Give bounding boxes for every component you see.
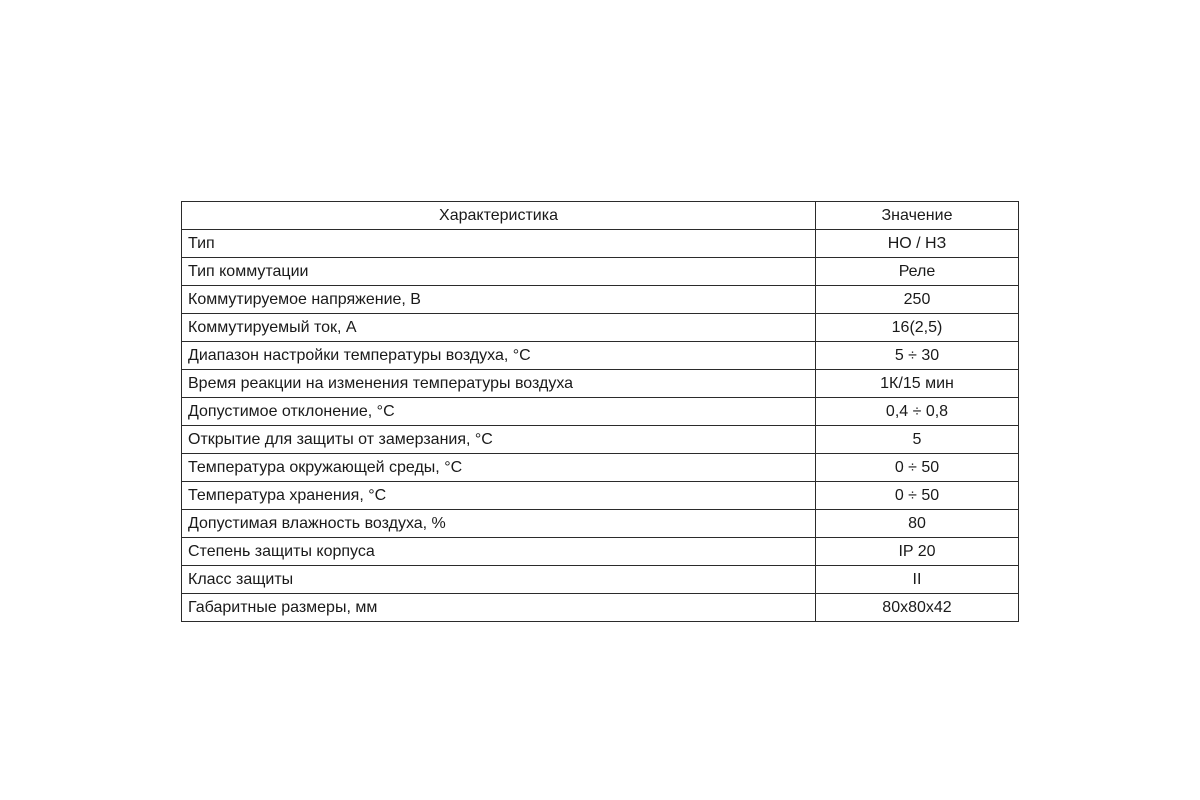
table-body [182,230,1019,622]
value-cell: 0 ÷ 50 [816,482,1019,510]
characteristic-cell: Допустимая влажность воздуха, % [182,510,816,538]
characteristic-cell: Габаритные размеры, мм [182,594,816,622]
value-cell: 5 ÷ 30 [816,342,1019,370]
table-row [182,482,1019,510]
value-cell: II [816,566,1019,594]
table-row [182,566,1019,594]
table-row [182,510,1019,538]
column-header-value: Значение [816,202,1019,230]
value-cell: IP 20 [816,538,1019,566]
value-cell: Реле [816,258,1019,286]
characteristic-cell: Открытие для защиты от замерзания, °С [182,426,816,454]
table-row [182,398,1019,426]
characteristic-cell: Время реакции на изменения температуры воздуха [182,370,816,398]
table-row [182,230,1019,258]
table-row [182,454,1019,482]
table-row [182,258,1019,286]
value-cell: 1К/15 мин [816,370,1019,398]
value-cell: 5 [816,426,1019,454]
characteristic-cell: Класс защиты [182,566,816,594]
characteristic-cell: Допустимое отклонение, °С [182,398,816,426]
characteristic-cell: Диапазон настройки температуры воздуха, °С [182,342,816,370]
characteristic-cell: Температура окружающей среды, °С [182,454,816,482]
table-row [182,286,1019,314]
value-cell: 0 ÷ 50 [816,454,1019,482]
value-cell: 16(2,5) [816,314,1019,342]
table-row [182,314,1019,342]
characteristic-cell: Температура хранения, °С [182,482,816,510]
table-row [182,370,1019,398]
value-cell: 80 [816,510,1019,538]
table-header [182,202,1019,230]
characteristic-cell: Коммутируемый ток, А [182,314,816,342]
table-row [182,342,1019,370]
table-header-row [182,202,1019,230]
value-cell: 0,4 ÷ 0,8 [816,398,1019,426]
value-cell: НО / НЗ [816,230,1019,258]
column-header-characteristic: Характеристика [182,202,816,230]
characteristic-cell: Коммутируемое напряжение, В [182,286,816,314]
value-cell: 250 [816,286,1019,314]
characteristic-cell: Тип коммутации [182,258,816,286]
value-cell: 80х80х42 [816,594,1019,622]
characteristic-cell: Тип [182,230,816,258]
table-row [182,538,1019,566]
specifications-table [181,201,1019,622]
table-row [182,594,1019,622]
characteristic-cell: Степень защиты корпуса [182,538,816,566]
table-row [182,426,1019,454]
